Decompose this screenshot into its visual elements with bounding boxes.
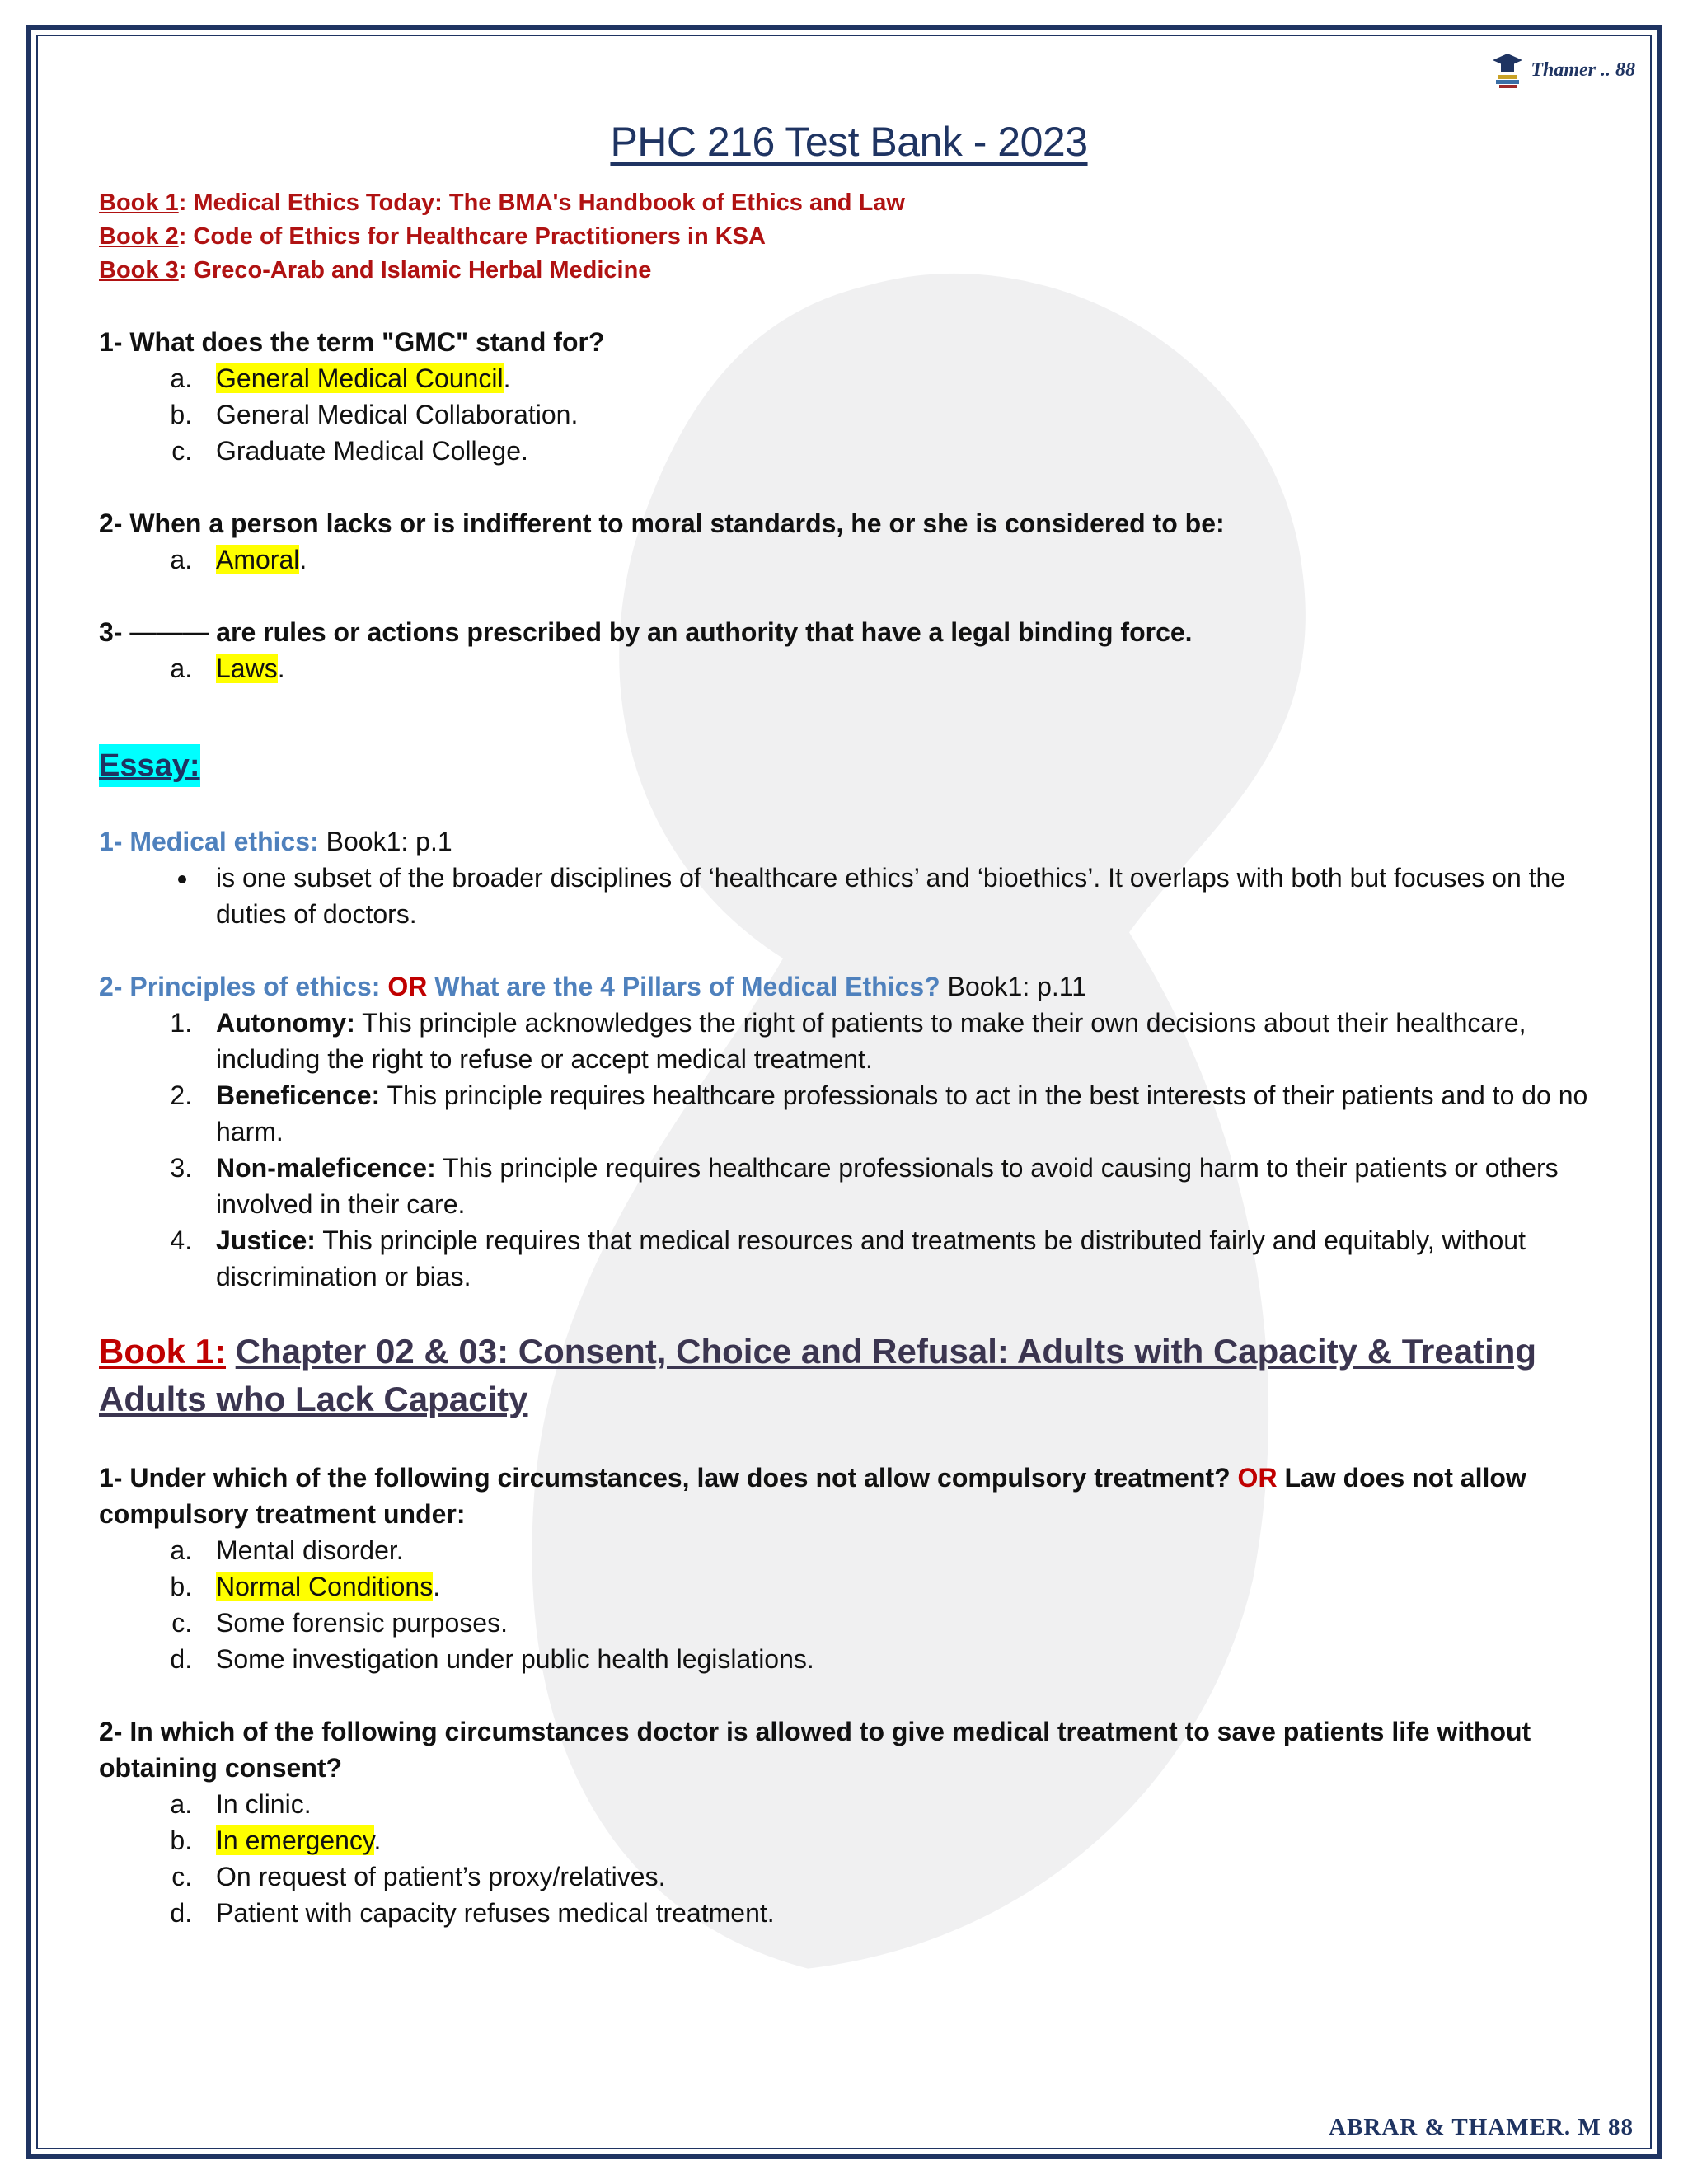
option: d. Patient with capacity refuses medical treatment. bbox=[199, 1895, 1599, 1931]
chapter-book-label: Book 1: bbox=[99, 1332, 227, 1371]
question: 2- In which of the following circumstances doctor is allowed to give medical treatment to save patients life without obtaining consent? bbox=[99, 1717, 1531, 1783]
principle-term: Justice: bbox=[216, 1226, 316, 1255]
book-line-3 bbox=[99, 254, 1599, 288]
book-line-2 bbox=[99, 220, 1599, 254]
option: a. In clinic. bbox=[199, 1786, 1599, 1822]
answer-highlight: Laws bbox=[216, 654, 278, 683]
essay-item-title-alt: What are the 4 Pillars of Medical Ethics? bbox=[427, 972, 940, 1001]
logo-text: Thamer .. 88 bbox=[1531, 59, 1635, 81]
book-name: : Medical Ethics Today: The BMA's Handbook of Ethics and Law bbox=[178, 190, 905, 216]
principle-term: Non-maleficence: bbox=[216, 1153, 436, 1183]
principle-item: 4. Justice: This principle requires that medical resources and treatments be distributed fairly and equitably, without discrimination or bias. bbox=[199, 1222, 1599, 1295]
answer-highlight: In emergency bbox=[216, 1825, 374, 1855]
option-list bbox=[99, 1786, 1599, 1931]
principle-item: 2. Beneficence: This principle requires healthcare professionals to act in the best interests of their patients and to do no harm. bbox=[199, 1077, 1599, 1150]
option: c. Graduate Medical College. bbox=[199, 433, 1599, 469]
option-list bbox=[99, 650, 1599, 687]
or-label: OR bbox=[1237, 1463, 1278, 1493]
option-list bbox=[99, 360, 1599, 469]
bullet-list bbox=[99, 860, 1599, 932]
chapter-title: Chapter 02 & 03: Consent, Choice and Refusal: Adults with Capacity & Treating Adults who Lack Capacity bbox=[99, 1332, 1537, 1418]
option: a. Mental disorder. bbox=[199, 1532, 1599, 1568]
or-label: OR bbox=[387, 972, 428, 1001]
book-list bbox=[99, 186, 1599, 288]
essay-item-title: 1- Medical ethics: bbox=[99, 827, 319, 856]
book-name: : Code of Ethics for Healthcare Practitioners in KSA bbox=[178, 223, 766, 250]
principle-term: Beneficence: bbox=[216, 1080, 381, 1110]
option: b. Normal Conditions. bbox=[199, 1568, 1599, 1605]
essay-item-2 bbox=[99, 968, 1599, 1005]
book-line-1 bbox=[99, 186, 1599, 220]
answer-highlight: Normal Conditions bbox=[216, 1572, 434, 1601]
answer-highlight: General Medical Council bbox=[216, 363, 504, 393]
book-reference: Book1: p.1 bbox=[318, 827, 452, 856]
book-label: Book 1 bbox=[99, 190, 179, 216]
principle-term: Autonomy: bbox=[216, 1008, 355, 1038]
book-reference: Book1: p.11 bbox=[940, 972, 1087, 1001]
graduation-cap-icon bbox=[1491, 50, 1524, 90]
chapter-heading bbox=[99, 1328, 1599, 1423]
option-list bbox=[99, 1532, 1599, 1677]
page-title: PHC 216 Test Bank - 2023 bbox=[610, 119, 1088, 165]
essay-item-title: 2- Principles of ethics: bbox=[99, 972, 388, 1001]
essay-heading: Essay: bbox=[99, 744, 200, 787]
principle-item: 1. Autonomy: This principle acknowledges the right of patients to make their own decisions about their healthcare, including the right to refuse or accept medical treatment. bbox=[199, 1005, 1599, 1077]
question: 3- ——— are rules or actions prescribed by an authority that have a legal binding force. bbox=[99, 617, 1193, 647]
option: c. On request of patient’s proxy/relatives. bbox=[199, 1858, 1599, 1895]
option-list bbox=[99, 541, 1599, 578]
book-label: Book 3 bbox=[99, 257, 179, 284]
document-content bbox=[99, 107, 1599, 1931]
book-name: : Greco-Arab and Islamic Herbal Medicine bbox=[178, 257, 652, 284]
essay-item-1 bbox=[99, 823, 1599, 860]
question: 1- Under which of the following circumstances, law does not allow compulsory treatment? OR Law does not allow compulsory treatment under: bbox=[99, 1463, 1526, 1529]
option: b. In emergency. bbox=[199, 1822, 1599, 1858]
logo bbox=[1491, 48, 1635, 92]
principles-list bbox=[99, 1005, 1599, 1295]
option: a. Laws. bbox=[199, 650, 1599, 687]
option: b. General Medical Collaboration. bbox=[199, 396, 1599, 433]
footer-authors: ABRAR & THAMER. M 88 bbox=[1329, 2114, 1634, 2140]
bullet-item: • is one subset of the broader disciplines of ‘healthcare ethics’ and ‘bioethics’. It overlaps with both but focuses on the duties of doctors. bbox=[199, 860, 1599, 932]
question: 2- When a person lacks or is indifferent to moral standards, he or she is considered to be: bbox=[99, 509, 1225, 538]
option: a. Amoral. bbox=[199, 541, 1599, 578]
option: d. Some investigation under public health legislations. bbox=[199, 1641, 1599, 1677]
option: c. Some forensic purposes. bbox=[199, 1605, 1599, 1641]
answer-highlight: Amoral bbox=[216, 545, 300, 574]
question: 1- What does the term "GMC" stand for? bbox=[99, 327, 605, 357]
book-label: Book 2 bbox=[99, 223, 179, 250]
principle-item: 3. Non-maleficence: This principle requires healthcare professionals to avoid causing harm to their patients or others involved in their care. bbox=[199, 1150, 1599, 1222]
option: a. General Medical Council. bbox=[199, 360, 1599, 396]
